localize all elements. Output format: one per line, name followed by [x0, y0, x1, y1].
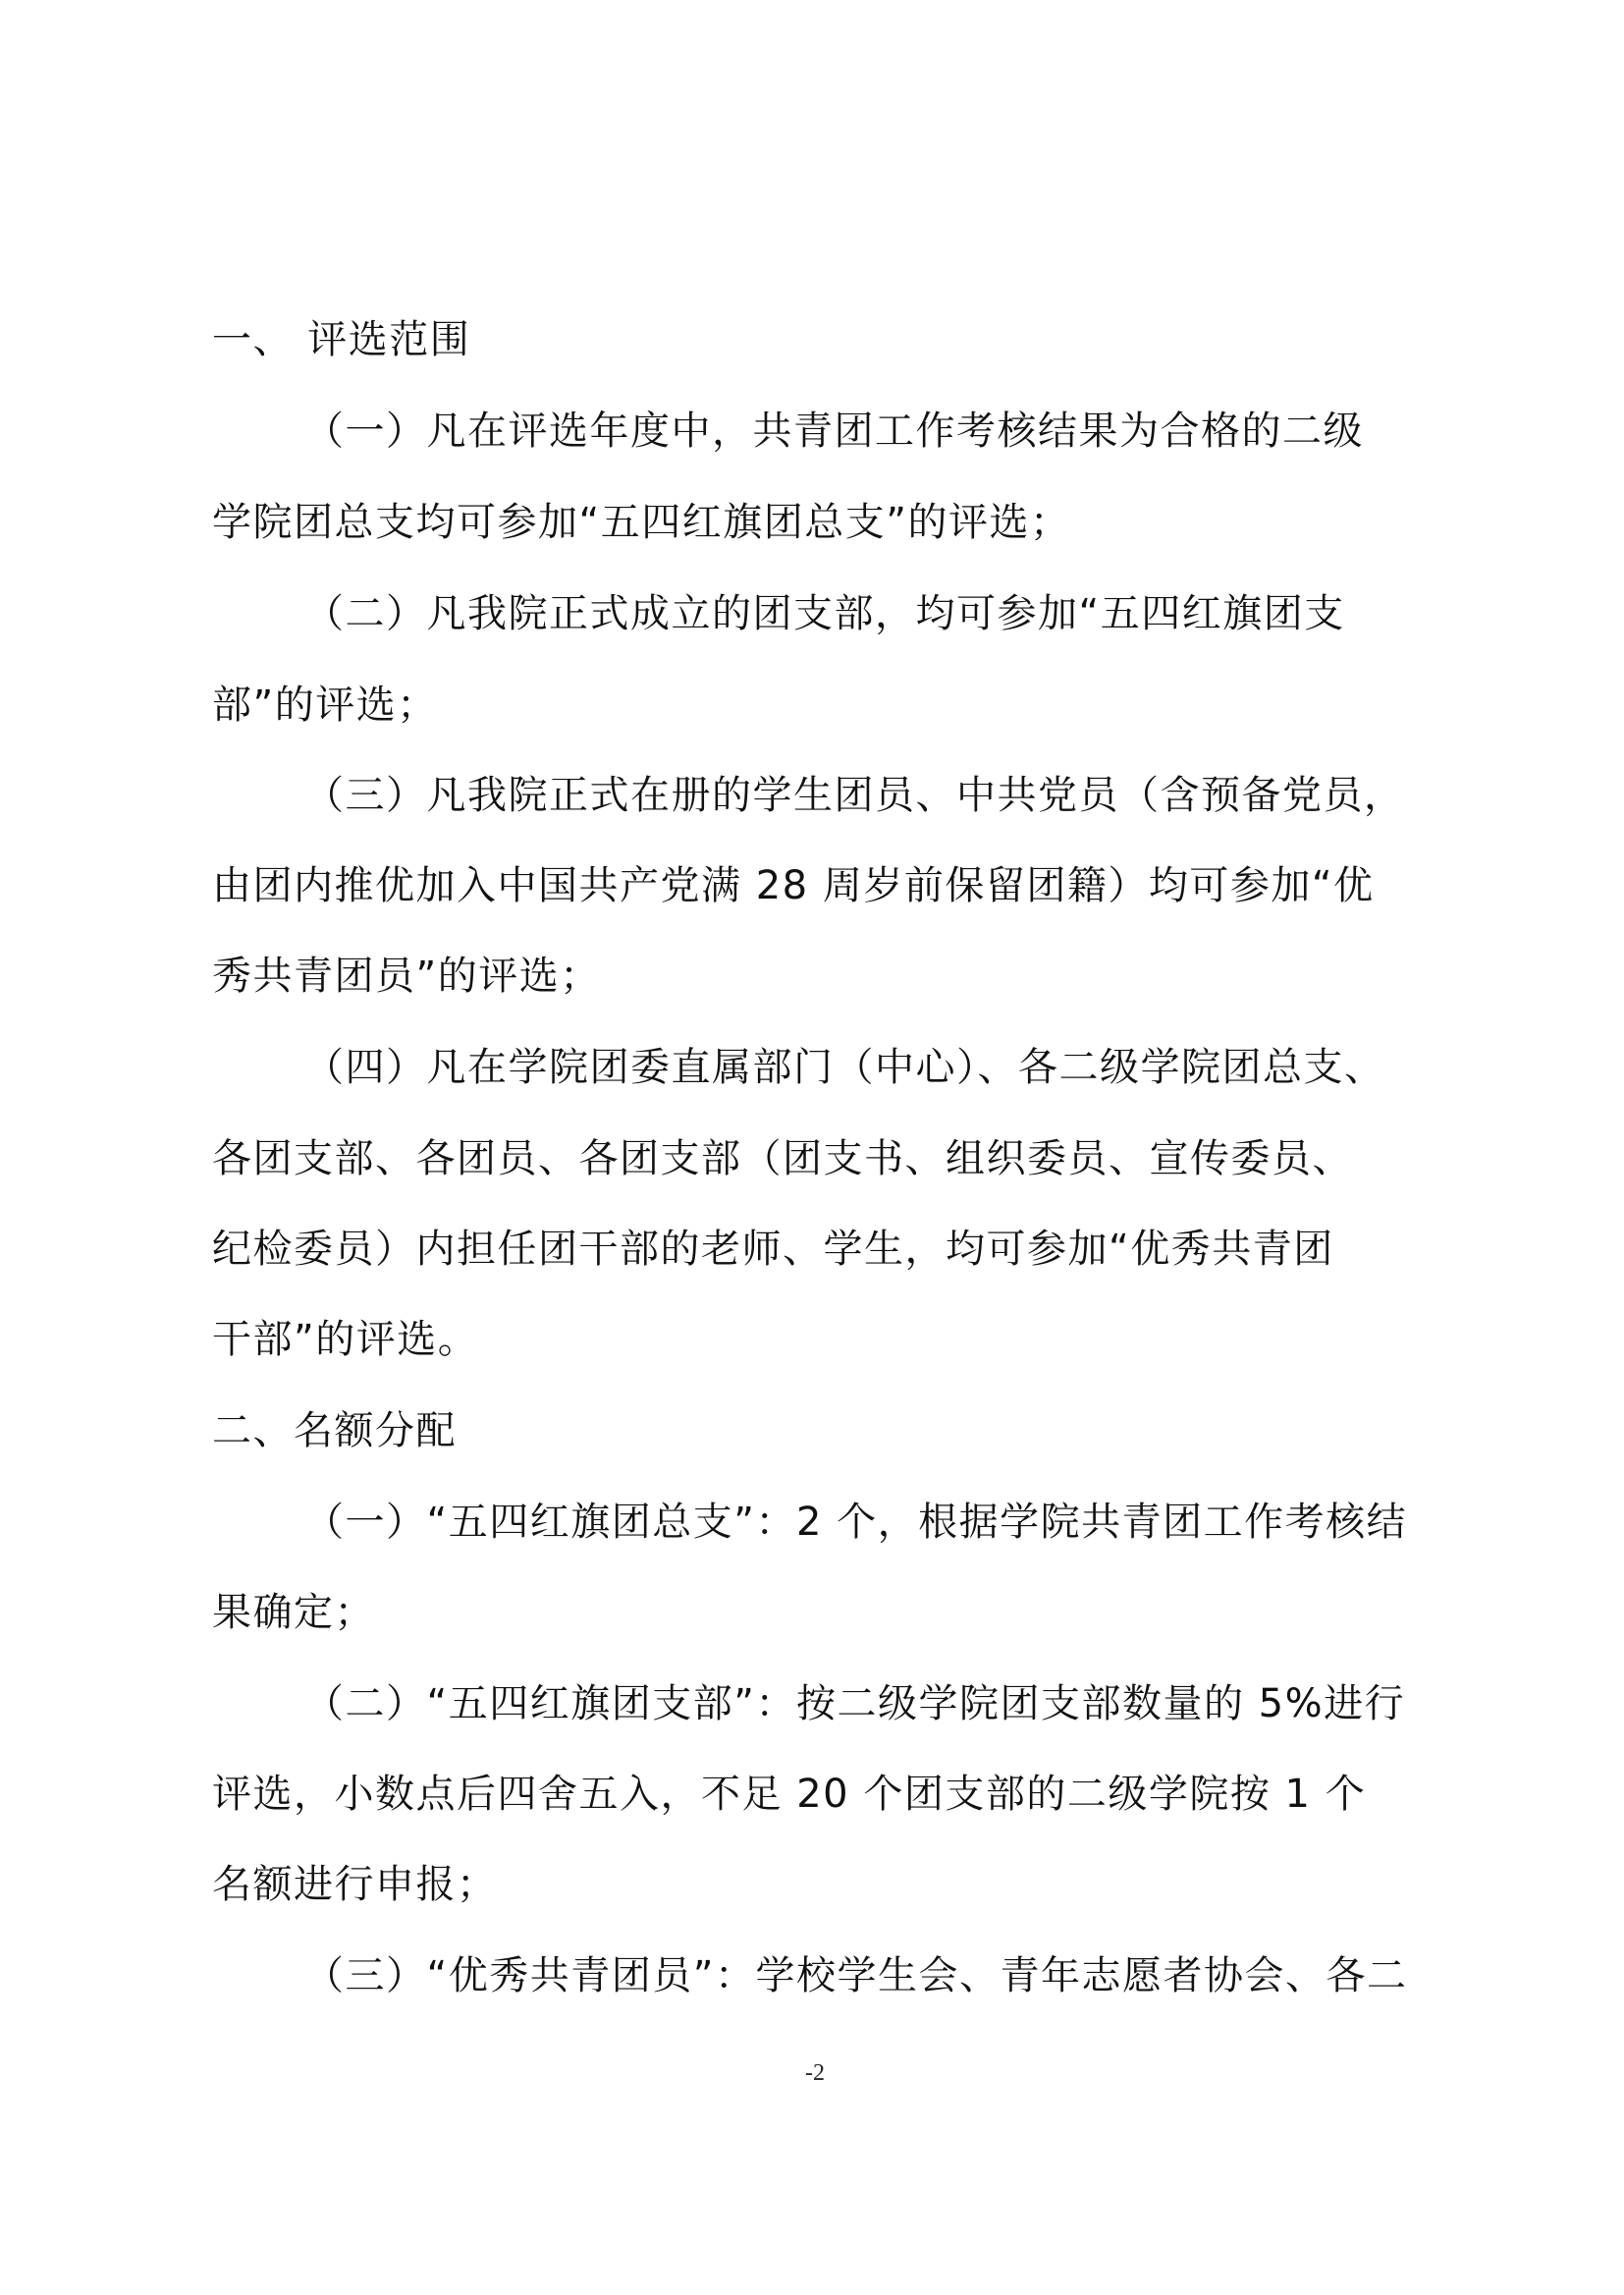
paragraph-line: （三）“优秀共青团员”：学校学生会、青年志愿者协会、各二	[304, 1953, 1408, 1998]
paragraph-line: （二）“五四红旗团支部”：按二级学院团支部数量的 5%进行	[304, 1681, 1406, 1726]
paragraph-line: 各团支部、各团员、各团支部（团支书、组织委员、宣传委员、	[212, 1136, 1353, 1181]
page-number: -2	[805, 2060, 825, 2086]
paragraph-line: 干部”的评选。	[212, 1317, 479, 1362]
paragraph-line: 部”的评选；	[212, 683, 438, 728]
paragraph-line: （三）凡我院正式在册的学生团员、中共党员（含预备党员，	[304, 773, 1405, 818]
paragraph-line: （一）“五四红旗团总支”：2 个，根据学院共青团工作考核结	[304, 1500, 1408, 1545]
paragraph-line: （一）凡在评选年度中，共青团工作考核结果为合格的二级	[304, 409, 1364, 454]
paragraph-line: 秀共青团员”的评选；	[212, 954, 601, 999]
paragraph-line: 名额进行申报；	[212, 1862, 498, 1907]
paragraph-line: 由团内推优加入中国共产党满 28 周岁前保留团籍）均可参加“优	[212, 863, 1375, 908]
paragraph-line: 学院团总支均可参加“五四红旗团总支”的评选；	[212, 500, 1071, 545]
paragraph-line: 评选，小数点后四舍五入，不足 20 个团支部的二级学院按 1 个	[212, 1772, 1367, 1817]
section-heading-selection-scope: 一、 评选范围	[212, 317, 471, 362]
section-heading-quota-allocation: 二、名额分配	[212, 1408, 457, 1453]
paragraph-line: 果确定；	[212, 1590, 375, 1635]
paragraph-line: （四）凡在学院团委直属部门（中心）、各二级学院团总支、	[304, 1045, 1385, 1090]
paragraph-line: （二）凡我院正式成立的团支部，均可参加“五四红旗团支	[304, 591, 1345, 636]
paragraph-line: 纪检委员）内担任团干部的老师、学生，均可参加“优秀共青团	[212, 1227, 1334, 1272]
